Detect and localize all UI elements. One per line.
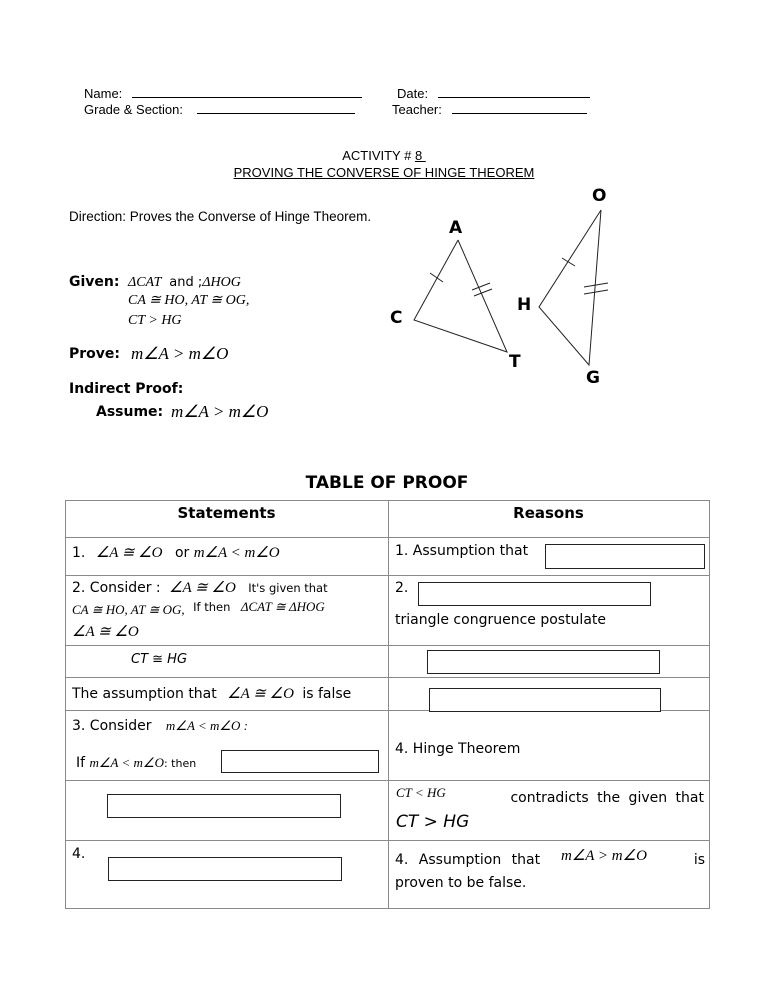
given-line-3: CT > HG — [128, 313, 182, 328]
row1-reason-blank[interactable] — [545, 544, 705, 569]
row4-statement: The assumption that ∠A ≅ ∠O is false — [72, 686, 352, 702]
row2-statement-line2: CA ≅ HO, AT ≅ OG, $^{If then}$ ΔCAT ≅ ΔHOG — [72, 599, 325, 617]
row5-statement-line1: 3. Consider m∠A < m∠O : — [72, 718, 248, 734]
row2-statement-line3: ∠A ≅ ∠O — [72, 624, 139, 640]
vertex-label-o: O — [592, 186, 607, 206]
given-triangle-cat: ΔCAT — [128, 275, 162, 290]
vertex-label-a: A — [449, 218, 463, 238]
row7-reason-line2: proven to be false. — [395, 875, 527, 891]
activity-number: 8 — [414, 148, 423, 163]
vertex-label-g: G — [586, 368, 600, 388]
header-reasons: Reasons — [513, 504, 584, 522]
assume-label: Assume: — [96, 404, 164, 420]
teacher-label: Teacher: — [392, 102, 442, 117]
row5-statement-line2: If m∠A < m∠O: then — [76, 755, 197, 771]
direction-text: Direction: Proves the Converse of Hinge Theorem. — [69, 209, 372, 224]
vertex-label-t: T — [509, 352, 521, 372]
triangle-cat — [414, 240, 507, 352]
name-label: Name: — [84, 86, 123, 101]
given-line-2: CA ≅ HO, AT ≅ OG, — [128, 293, 250, 308]
row5-statement-blank[interactable] — [221, 750, 379, 773]
vertex-label-c: C — [390, 308, 403, 328]
row2-reason-text: triangle congruence postulate — [395, 612, 607, 628]
row5-reason: 4. Hinge Theorem — [395, 741, 521, 757]
row4-reason-blank[interactable] — [429, 688, 661, 712]
row6-statement-blank[interactable] — [107, 794, 341, 818]
date-label: Date: — [397, 86, 429, 101]
header-statements: Statements — [177, 504, 276, 522]
row2-statement-line1: 2. Consider : ∠A ≅ ∠O It's given that — [72, 580, 328, 596]
given-and: and ; — [169, 275, 203, 290]
row1-reason: 1. Assumption that — [395, 543, 529, 559]
row3-reason-blank[interactable] — [427, 650, 660, 674]
vertex-label-h: H — [517, 295, 532, 315]
row2-reason-blank[interactable] — [418, 582, 651, 606]
row1-statement: 1. ∠A ≅ ∠O or m∠A < m∠O — [72, 545, 280, 561]
row7-statement-blank[interactable] — [108, 857, 342, 881]
activity-title: PROVING THE CONVERSE OF HINGE THEOREM — [233, 165, 535, 180]
triangle-hog — [539, 210, 601, 365]
given-label: Given: — [69, 274, 120, 290]
activity-label: ACTIVITY # — [342, 148, 415, 163]
table-title: TABLE OF PROOF — [305, 473, 469, 493]
row6-reason-line2: CT > HG — [396, 812, 470, 832]
given-triangle-hog: ΔHOG — [202, 275, 241, 290]
assume-statement: m∠A > m∠O — [171, 402, 269, 421]
row6-reason-line1: CT < HG contradicts the given that — [396, 785, 704, 806]
prove-statement: m∠A > m∠O — [131, 344, 229, 363]
row7-reason-line1: 4. Assumption that m∠A > m∠O is — [395, 848, 705, 868]
indirect-proof-label: Indirect Proof: — [69, 381, 184, 397]
prove-label: Prove: — [69, 346, 121, 362]
row3-statement: CT ≅ HG — [131, 652, 188, 667]
row7-statement-num: 4. — [72, 846, 86, 862]
row2-reason-num: 2. — [395, 580, 409, 596]
grade-section-label: Grade & Section: — [84, 102, 183, 117]
